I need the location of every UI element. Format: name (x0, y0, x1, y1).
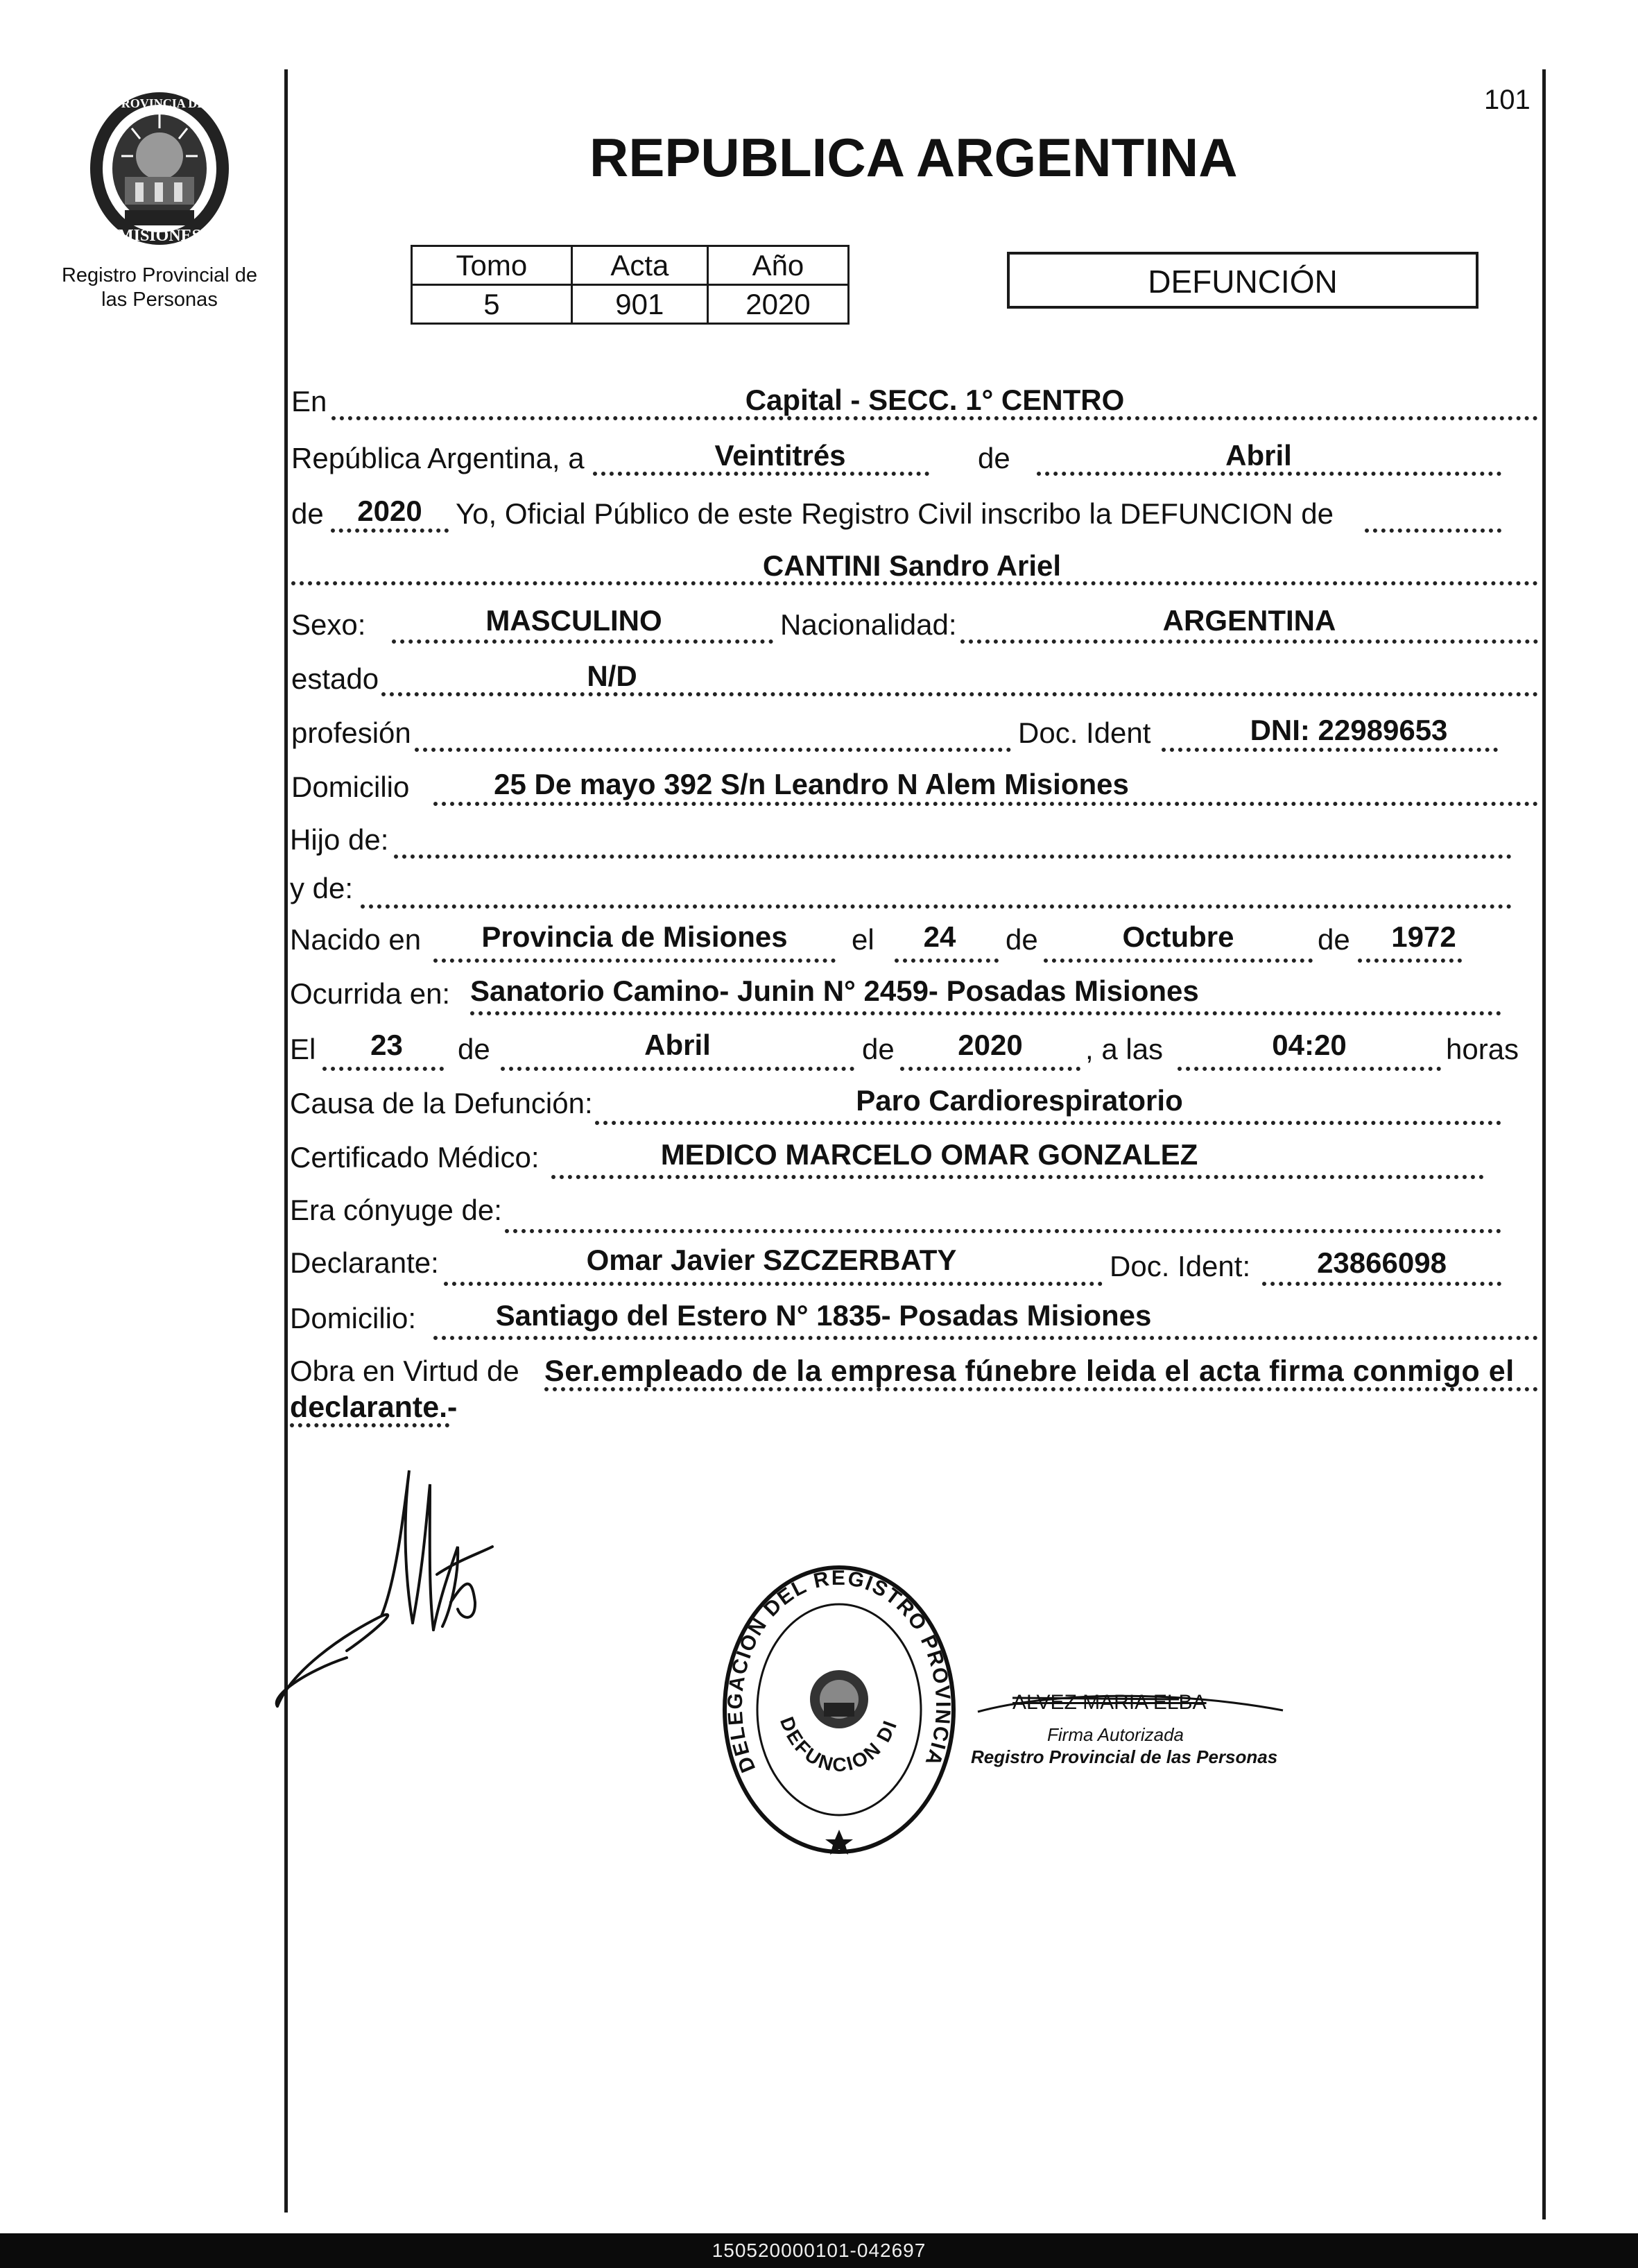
registry-table-header-row (412, 246, 849, 285)
value-certificado: MEDICO MARCELO OMAR GONZALEZ (660, 1138, 1198, 1171)
dotted-line-nacido-en (433, 959, 836, 963)
label-ocurrida-en: Ocurrida en: (290, 977, 451, 1010)
registry-value-acta: 901 (571, 285, 707, 324)
provincial-seal-logo (83, 87, 236, 250)
footer-barcode-strip (0, 2233, 1638, 2268)
dotted-line-sexo (392, 639, 773, 644)
registry-value-anio: 2020 (707, 285, 848, 324)
value-nacionalidad: ARGENTINA (1162, 604, 1336, 637)
value-def-anio: 2020 (958, 1029, 1023, 1061)
dotted-line-nac-anio (1358, 959, 1462, 963)
dotted-line-dia (593, 472, 929, 476)
label-domicilio: Domicilio (291, 771, 410, 803)
dotted-line-hijo-de (394, 854, 1512, 859)
signer-org: Registro Provincial de las Personas (971, 1746, 1278, 1767)
dotted-line-certificado (551, 1175, 1484, 1179)
value-mes-texto: Abril (1225, 439, 1292, 472)
dotted-line-y-de (361, 904, 1512, 909)
right-margin-line (1542, 69, 1546, 2219)
label-de-1: de (978, 442, 1010, 474)
value-nombre: CANTINI Sandro Ariel (762, 549, 1062, 582)
dotted-line-def-dia (322, 1067, 444, 1071)
svg-text:MISIONES: MISIONES (117, 227, 202, 245)
dotted-line-def-anio (900, 1067, 1080, 1071)
registry-header-acta: Acta (571, 246, 707, 285)
label-profesion: profesión (291, 716, 411, 749)
value-ocurrida-en: Sanatorio Camino- Junin N° 2459- Posadas Misiones (470, 974, 1199, 1007)
dotted-line-def-mes (501, 1067, 854, 1071)
label-de-3: de (1006, 923, 1038, 956)
value-domicilio: 25 De mayo 392 S/n Leandro N Alem Misiones (494, 768, 1129, 800)
value-nacido-en: Provincia de Misiones (481, 920, 788, 953)
dotted-line-estado (381, 692, 1538, 696)
registry-header-tomo: Tomo (412, 246, 572, 285)
value-def-mes: Abril (644, 1029, 711, 1061)
dotted-line-declarante-doc (1262, 1282, 1501, 1286)
registry-table (411, 245, 850, 325)
dotted-line-nac-dia (895, 959, 999, 963)
label-a-las: , a las (1085, 1033, 1164, 1065)
official-stamp (714, 1561, 964, 1859)
dotted-line-obra-2 (290, 1423, 449, 1427)
label-nacionalidad: Nacionalidad: (780, 608, 957, 641)
label-doc-ident: Doc. Ident (1018, 716, 1151, 749)
label-de-5: de (458, 1033, 490, 1065)
value-doc-ident: DNI: 22989653 (1250, 714, 1448, 746)
value-causa: Paro Cardiorespiratorio (856, 1084, 1183, 1117)
svg-text:DELEGACION DEL REGISTRO PROVIN (714, 1561, 954, 1776)
label-nacido-en: Nacido en (290, 923, 422, 956)
dotted-line-profesion (415, 748, 1011, 752)
dotted-line-mes (1037, 472, 1501, 476)
page-number: 101 (1484, 85, 1531, 115)
dotted-line-def-hora (1178, 1067, 1441, 1071)
dotted-line-conyuge (505, 1229, 1501, 1233)
signer-title: Firma Autorizada (1047, 1724, 1184, 1745)
dotted-line-nac-mes (1044, 959, 1313, 963)
dotted-line-causa (595, 1121, 1501, 1125)
label-horas: horas (1446, 1033, 1519, 1065)
footer-code: 150520000101-042697 (712, 2240, 926, 2261)
dotted-line-nacionalidad (960, 639, 1538, 644)
label-conyuge: Era cónyuge de: (290, 1194, 502, 1226)
value-dia-texto: Veintitrés (714, 439, 846, 472)
label-estado: estado (291, 662, 379, 695)
label-obra: Obra en Virtud de (290, 1355, 519, 1387)
label-doc-ident-2: Doc. Ident: (1110, 1250, 1251, 1282)
value-def-dia: 23 (370, 1029, 403, 1061)
value-lugar: Capital - SECC. 1° CENTRO (745, 384, 1125, 416)
doc-type-label: DEFUNCIÓN (1148, 264, 1338, 300)
dotted-line-anio (331, 529, 449, 533)
label-domicilio-2: Domicilio: (290, 1302, 417, 1334)
registry-header-anio: Año (707, 246, 848, 285)
value-declarante-doc: 23866098 (1317, 1246, 1447, 1279)
page-title: REPUBLICA ARGENTINA (589, 127, 1238, 188)
value-declarante-domicilio: Santiago del Estero N° 1835- Posadas Misiones (495, 1299, 1152, 1332)
label-certificado: Certificado Médico: (290, 1141, 540, 1174)
label-de-6: de (862, 1033, 895, 1065)
dotted-line-domicilio (433, 802, 1538, 806)
value-nac-anio: 1972 (1391, 920, 1456, 953)
label-de-4: de (1318, 923, 1350, 956)
dotted-line-lugar (331, 416, 1538, 420)
stamp-inner-text: DEFUNCION DI (775, 1714, 902, 1776)
dotted-line-tail-1 (1365, 529, 1501, 533)
label-hijo-de: Hijo de: (290, 823, 389, 856)
value-obra-line2: declarante.- (290, 1391, 458, 1424)
left-margin-line (284, 69, 288, 2213)
stamp-ring-text: DELEGACION DEL REGISTRO PROVINCIA (723, 1566, 955, 1776)
dotted-line-doc-ident (1162, 748, 1498, 752)
value-anio: 2020 (357, 495, 422, 527)
registry-value-tomo: 5 (412, 285, 572, 324)
registry-table-value-row (412, 285, 849, 324)
label-el-lower: el (852, 923, 874, 956)
signer-name: ALVEZ MARIA ELBA (1012, 1691, 1207, 1714)
label-el-upper: El (290, 1033, 316, 1065)
label-republica: República Argentina, a (291, 442, 585, 474)
label-declarante: Declarante: (290, 1246, 439, 1279)
label-sexo: Sexo: (291, 608, 366, 641)
value-declarante: Omar Javier SZCZERBATY (586, 1244, 957, 1276)
label-de-2: de (291, 497, 324, 530)
declarante-signature (264, 1443, 499, 1720)
label-y-de: y de: (290, 872, 354, 904)
label-en: En (291, 385, 327, 418)
institution-name-line2: las Personas (101, 289, 218, 311)
dotted-line-ocurrida-en (470, 1011, 1501, 1015)
dotted-line-obra-1 (544, 1387, 1538, 1391)
label-yo-oficial: Yo, Oficial Público de este Registro Civil inscribo la DEFUNCION de (456, 497, 1334, 530)
value-obra-line1: Ser.empleado de la empresa fúnebre leida el acta firma conmigo el (544, 1355, 1515, 1388)
value-sexo: MASCULINO (485, 604, 662, 637)
dotted-line-declarante (444, 1282, 1103, 1286)
dotted-line-domicilio-2 (433, 1336, 1538, 1340)
value-def-hora: 04:20 (1272, 1029, 1347, 1061)
value-nac-mes: Octubre (1122, 920, 1234, 953)
institution-name-line1: Registro Provincial de (61, 264, 258, 286)
svg-text:PROVINCIA DE: PROVINCIA DE (113, 96, 206, 110)
dotted-line-nombre (291, 581, 1538, 585)
label-causa: Causa de la Defunción: (290, 1087, 593, 1119)
value-nac-dia: 24 (923, 920, 956, 953)
value-estado: N/D (587, 660, 637, 692)
